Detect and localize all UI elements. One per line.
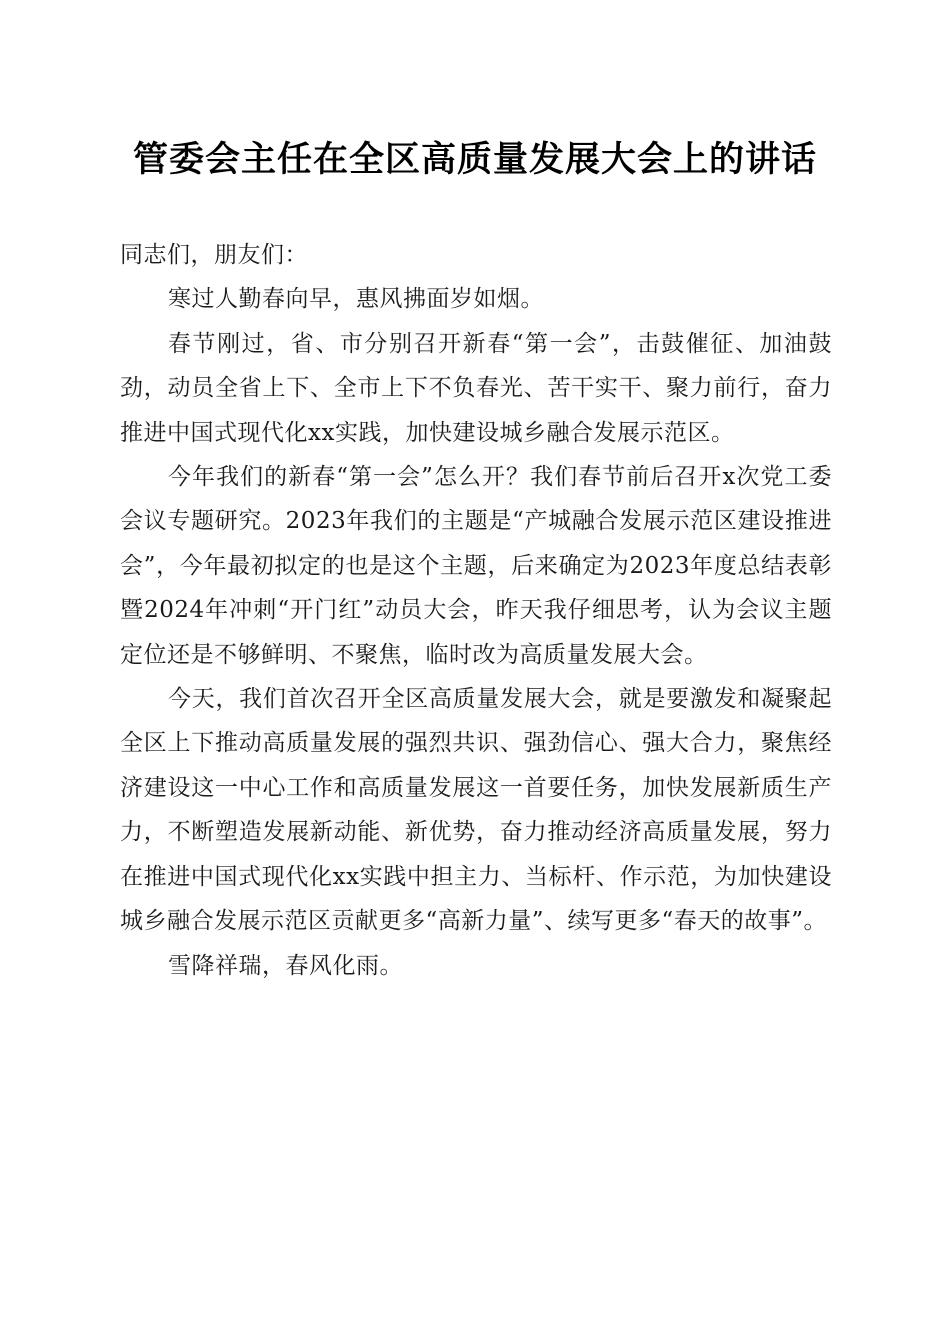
document-title: 管委会主任在全区高质量发展大会上的讲话 bbox=[132, 139, 817, 180]
paragraph: 今年我们的新春“第一会”怎么开？我们春节前后召开x次党工委会议专题研究。2023年我们的主题是“产城融合发展示范区建设推进会”，今年最初拟定的也是这个主题，后来确定为2023年度总结表彰暨2024年冲刺“开门红”动员大会，昨天我仔细思考，认为会议主题定位还是不够鲜明、不聚焦，临时改为高质量发展大会。 bbox=[120, 464, 832, 668]
paragraph: 今天，我们首次召开全区高质量发展大会，就是要激发和凝聚起全区上下推动高质量发展的强烈共识、强劲信心、强大合力，聚焦经济建设这一中心工作和高质量发展这一首要任务，加快发展新质生产力，不断塑造发展新动能、新优势，奋力推动经济高质量发展，努力在推进中国式现代化xx实践中担主力、当标杆、作示范，为加快建设城乡融合发展示范区贡献更多“高新力量”、续写更多“春天的故事”。 bbox=[120, 686, 832, 935]
salutation: 同志们，朋友们： bbox=[120, 242, 308, 268]
paragraph: 春节刚过，省、市分别召开新春“第一会”，击鼓催征、加油鼓劲，动员全省上下、全市上下不负春光、苦干实干、聚力前行，奋力推进中国式现代化xx实践，加快建设城乡融合发展示范区。 bbox=[120, 330, 832, 446]
document-body bbox=[120, 233, 832, 988]
paragraph: 寒过人勤春向早，惠风拂面岁如烟。 bbox=[168, 286, 544, 313]
paragraph: 雪降祥瑞，春风化雨。 bbox=[168, 952, 403, 979]
